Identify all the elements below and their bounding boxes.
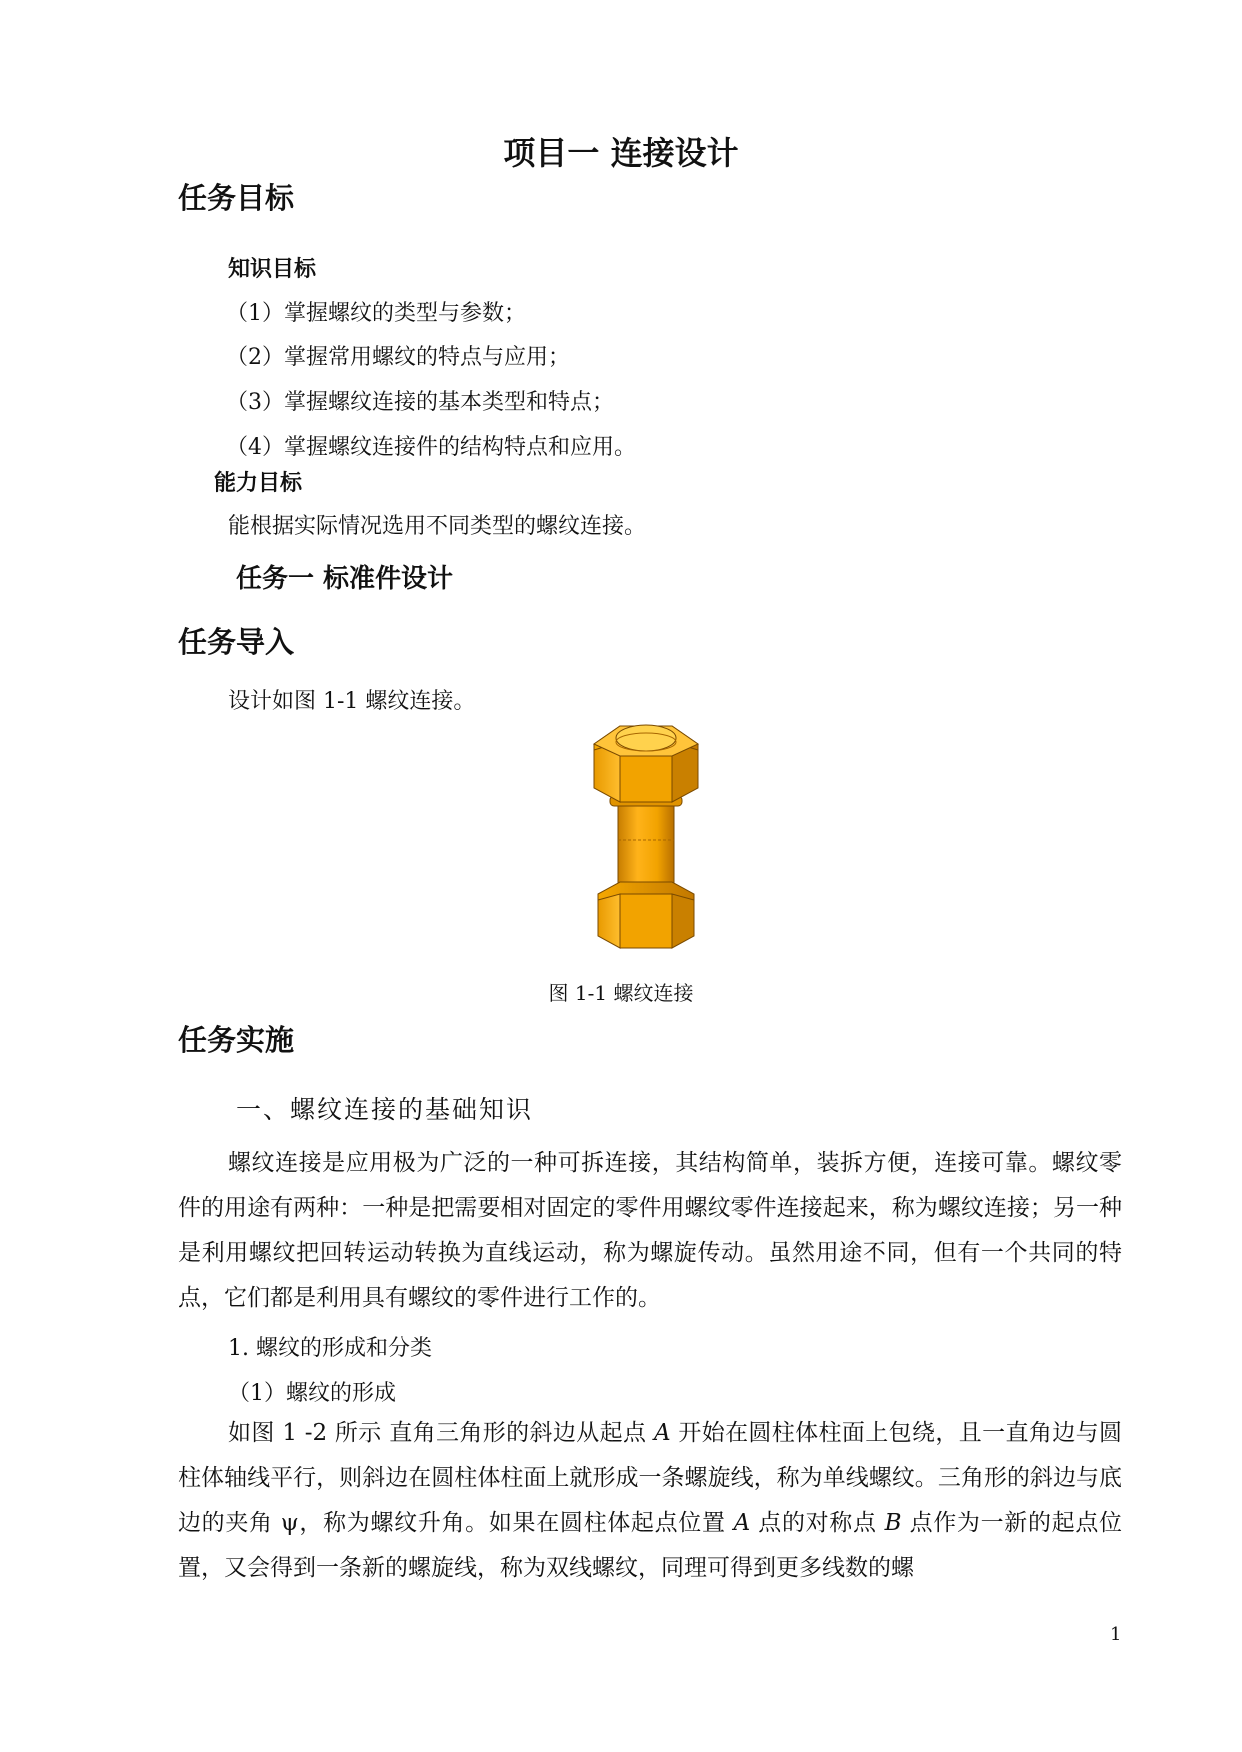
bolt-end-cap (616, 725, 676, 751)
section-heading: 一、螺纹连接的基础知识 (236, 1095, 534, 1124)
task-intro-heading: 任务导入 (178, 625, 295, 659)
list-item-heading: 1. 螺纹的形成和分类 (228, 1336, 432, 1361)
point-label: A (654, 1420, 671, 1446)
list-subitem-heading: （1）螺纹的形成 (228, 1381, 396, 1406)
figure-caption: 图 1-1 螺纹连接 (548, 981, 694, 1005)
task-one-title: 任务一 标准件设计 (236, 564, 454, 594)
body-paragraph: 螺纹连接是应用极为广泛的一种可拆连接，其结构简单，装拆方便，连接可靠。螺纹零件的用途有两种：一种是把需要相对固定的零件用螺纹零件连接起来，称为螺纹连接；另一种是利用螺纹把回转运动转换为直线运动，称为螺旋传动。虽然用途不同，但有一个共同的特点，它们都是利用具有螺纹的零件进行工作的。 (178, 1150, 1122, 1311)
project-title: 项目一 连接设计 (503, 134, 739, 172)
point-label: B (884, 1510, 902, 1536)
paragraph-text: 如图 1 -2 所示 直角三角形的斜边从起点 (228, 1420, 655, 1446)
point-label: A (733, 1510, 751, 1536)
bolt-nut-illustration (580, 722, 710, 962)
knowledge-item: （4）掌握螺纹连接件的结构特点和应用。 (226, 435, 636, 460)
ability-goal-heading: 能力目标 (214, 471, 303, 496)
body-paragraph (178, 1411, 1122, 1591)
task-impl-heading: 任务实施 (178, 1023, 295, 1057)
knowledge-item: （2）掌握常用螺纹的特点与应用； (226, 345, 570, 370)
knowledge-item: （1）掌握螺纹的类型与参数； (226, 301, 526, 326)
ability-goal-text: 能根据实际情况选用不同类型的螺纹连接。 (228, 514, 647, 539)
knowledge-goal-heading: 知识目标 (228, 257, 317, 282)
knowledge-item: （3）掌握螺纹连接的基本类型和特点； (226, 390, 614, 415)
task-goal-heading: 任务目标 (178, 181, 295, 215)
bottom-hex-nut (598, 882, 694, 948)
paragraph-text: 点作为一新的起点位置，又会得到一条新的螺旋线，称为双线螺纹，同理可得到更多线数的螺 (178, 1510, 1123, 1581)
page-number: 1 (1110, 1624, 1122, 1645)
paragraph-text: 开始在圆柱体柱面上包绕，且一直角边与圆柱体轴线平行，则斜边在圆柱体柱面上就形成一条螺旋线，称为单线螺纹。三角形的斜边与底边的夹角 ψ，称为螺纹升角。如果在圆柱体起点位置 (178, 1420, 1123, 1536)
task-intro-text: 设计如图 1-1 螺纹连接。 (228, 689, 476, 714)
paragraph-text: 点的对称点 (750, 1510, 885, 1536)
